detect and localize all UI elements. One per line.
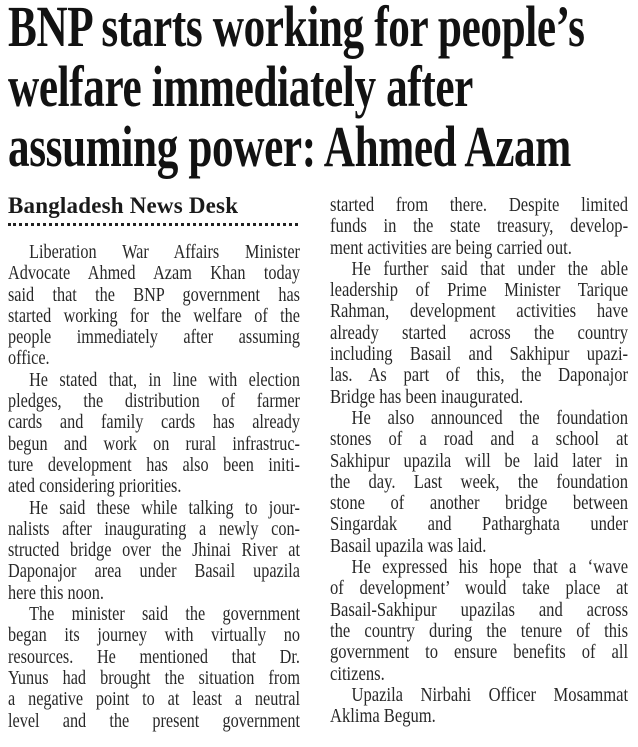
article-line: a negative point to at least a neutral [8,688,300,711]
article-line: cards and family cards has already [8,411,300,434]
byline: Bangladesh News Desk [8,193,239,218]
article-line: here this noon. [8,581,104,604]
article-line: Singardak and Patharghata under [330,513,629,536]
article-line: including Basail and Sakhipur upazi- [330,343,629,366]
article-line: stone of another bridge between [330,492,629,515]
article-line: the country during the tenure of this [330,619,629,642]
headline [8,0,585,177]
article-line: started from there. Despite limited [330,194,629,216]
article-line: the day. Last week, the foundation [330,470,629,493]
article-line: funds in the state treasury, develop- [330,215,629,238]
article-line: ture development has also been initi- [8,453,300,476]
article-line: resources. He mentioned that Dr. [8,645,300,668]
article-line: leadership of Prime Minister Tarique [330,279,629,302]
article-line: level and the present government [8,709,300,732]
article-line: office. [8,347,50,370]
article-column-right [330,195,628,727]
article-line: He said these while talking to jour- [29,496,300,519]
article-column-left [8,242,300,732]
article-line: Bridge has been inaugurated. [330,385,524,408]
article-line: Aklima Begum. [330,705,436,728]
article-line: Liberation War Affairs Minister [29,241,300,263]
article-line: stones of a road and a school at [330,428,629,451]
article-line: The minister said the government [29,603,300,626]
article-line: ated considering priorities. [8,475,182,498]
article-line: Daponajor area under Basail upazila [8,560,300,583]
article-line: Basail-Sakhipur upazilas and across [330,598,629,621]
article-line: Advocate Ahmed Azam Khan today [8,262,300,285]
article-line: people immediately after assuming [8,326,300,349]
headline-line-3: assuming power: Ahmed Azam [8,114,571,179]
article-line: structed bridge over the Jhinai River at [8,539,300,562]
article-line: already started across the country [330,321,629,344]
article-line: begun and work on rural infrastruc- [8,432,300,455]
headline-line-2: welfare immediately after [8,54,473,119]
article-line: He expressed his hope that a ‘wave [351,556,629,579]
article-line: pledges, the distribution of farmer [8,390,300,413]
article-line: ment activities are being carried out. [330,236,572,259]
article-line: He also announced the foundation [351,406,629,429]
headline-line-1: BNP starts working for people’s [8,0,585,59]
article-line: Sakhipur upazila will be laid later in [330,449,629,472]
article-line: began its journey with virtually no [8,624,300,647]
article-line: said that the BNP government has [8,283,300,306]
article-line: Yunus had brought the situation from [8,666,300,689]
article-line: government to ensure benefits of all [330,641,629,664]
article-line: of development’ would take place at [330,577,629,600]
article-column-left-text [8,242,300,732]
article-line: He stated that, in line with election [29,368,300,391]
article-line: Basail upazila was laid. [330,534,487,557]
article-line: Rahman, development activities have [330,300,629,323]
article-line: citizens. [330,662,385,685]
article-line: started working for the welfare of the [8,304,300,327]
article-column-right-text [330,195,628,727]
article-line: las. As part of this, the Daponajor [330,364,629,387]
article-line: He further said that under the able [351,257,629,280]
article-line: Upazila Nirbahi Officer Mosammat [351,683,629,706]
article-line: nalists after inaugurating a newly con- [8,517,300,540]
byline-dotted-rule [8,223,298,226]
